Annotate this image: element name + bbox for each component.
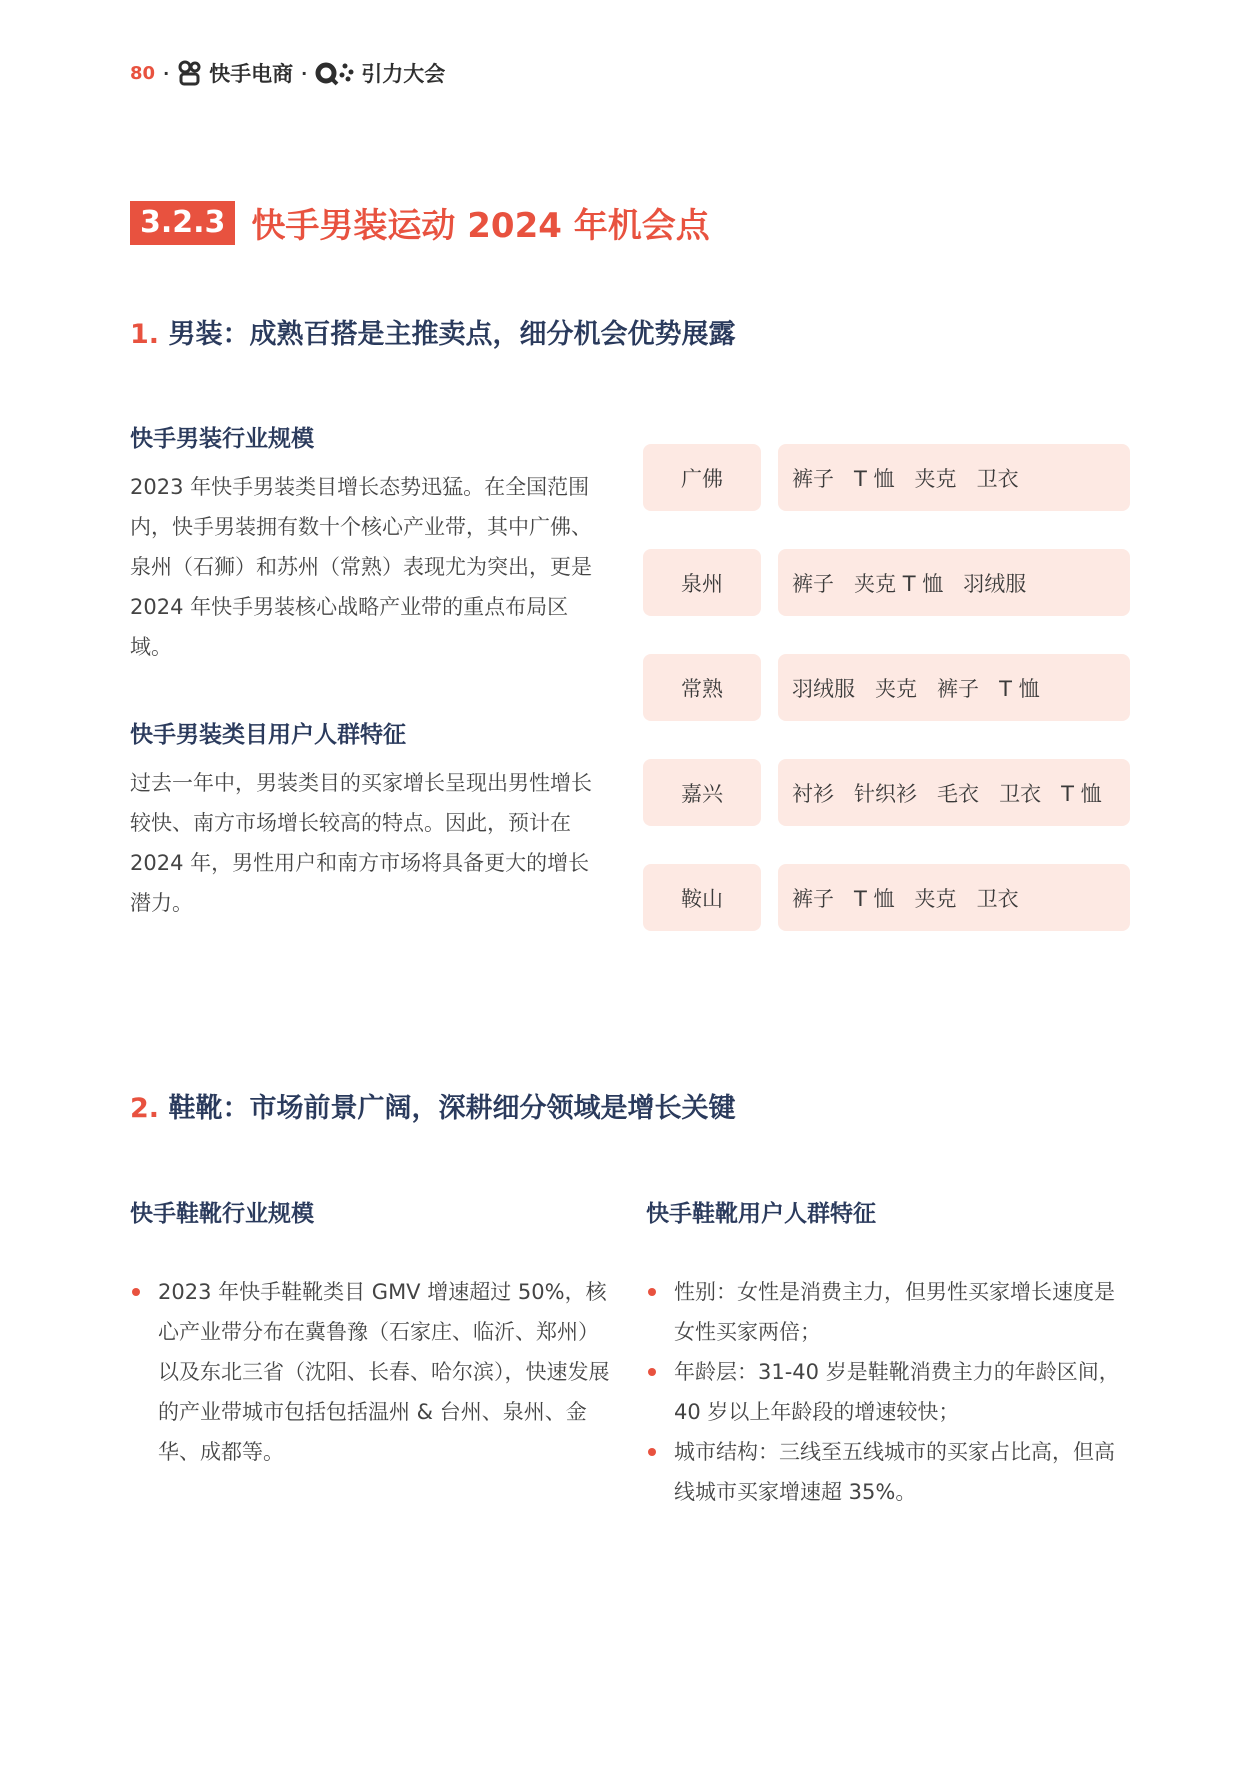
city-cell: 泉州 xyxy=(643,549,761,616)
city-cell: 鞍山 xyxy=(643,864,761,931)
footwear-scale-heading: 快手鞋靴行业规模 xyxy=(130,1201,314,1227)
part1-title: 男装：成熟百搭是主推卖点，细分机会优势展露 xyxy=(168,319,736,350)
category-cell: 裤子 夹克 T 恤 羽绒服 xyxy=(778,549,1130,616)
menswear-scale-text: 2023 年快手男装类目增长态势迅猛。在全国范围内，快手男装拥有数十个核心产业带，其中广佛、泉州（石狮）和苏州（常熟）表现尤为突出，更是 2024 年快手男装核心战略产业带的重点布局区域。 xyxy=(130,475,592,659)
list-item: 性别：女性是消费主力，但男性买家增长速度是女性买家两倍； xyxy=(646,1272,1130,1352)
part2-number: 2. xyxy=(130,1093,160,1124)
section-number: 3.2.3 xyxy=(130,201,235,245)
list-item: 城市结构：三线至五线城市的买家占比高，但高线城市买家增速超 35%。 xyxy=(646,1432,1130,1512)
part1-heading xyxy=(130,312,735,351)
brand2-label: 引力大会 xyxy=(361,62,446,86)
city-cell: 广佛 xyxy=(643,444,761,511)
separator-dot: · xyxy=(163,63,170,83)
table-row xyxy=(643,654,1130,721)
footwear-users-list xyxy=(646,1272,1130,1512)
menswear-users-text: 过去一年中，男装类目的买家增长呈现出男性增长较快、南方市场增长较高的特点。因此，预计在 2024 年，男性用户和南方市场将具备更大的增长潜力。 xyxy=(130,771,592,915)
section-heading xyxy=(130,198,710,247)
menswear-users-heading: 快手男装类目用户人群特征 xyxy=(130,722,406,748)
city-cell: 常熟 xyxy=(643,654,761,721)
section-title: 快手男装运动 2024 年机会点 xyxy=(251,206,710,246)
table-row xyxy=(643,444,1130,511)
table-row xyxy=(643,864,1130,931)
yinli-logo xyxy=(315,58,445,88)
category-cell: 衬衫 针织衫 毛衣 卫衣 T 恤 xyxy=(778,759,1130,826)
category-cell: 裤子 T 恤 夹克 卫衣 xyxy=(778,444,1130,511)
page-header xyxy=(130,58,445,88)
list-item: 年龄层：31-40 岁是鞋靴消费主力的年龄区间，40 岁以上年龄段的增速较快； xyxy=(646,1352,1130,1432)
yinli-logo-icon xyxy=(315,60,355,86)
city-cell: 嘉兴 xyxy=(643,759,761,826)
table-row xyxy=(643,759,1130,826)
category-cell: 裤子 T 恤 夹克 卫衣 xyxy=(778,864,1130,931)
brand1-label: 快手电商 xyxy=(209,62,294,86)
footwear-scale-list xyxy=(130,1272,610,1472)
category-cell: 羽绒服 夹克 裤子 T 恤 xyxy=(778,654,1130,721)
kuaishou-logo-icon xyxy=(177,60,203,86)
list-item: 2023 年快手鞋靴类目 GMV 增速超过 50%，核心产业带分布在冀鲁豫（石家庄、临沂、郑州）以及东北三省（沈阳、长春、哈尔滨），快速发展的产业带城市包括包括温州 & 台州、泉州、金华、成都等。 xyxy=(130,1272,610,1472)
table-row xyxy=(643,549,1130,616)
part1-number: 1. xyxy=(130,319,160,350)
page-number: 80 xyxy=(130,62,156,84)
kuaishou-ecommerce-logo xyxy=(177,58,293,88)
footwear-users-heading: 快手鞋靴用户人群特征 xyxy=(646,1201,876,1227)
menswear-scale-heading: 快手男装行业规模 xyxy=(130,426,314,452)
part2-heading xyxy=(130,1086,735,1125)
separator-dot: · xyxy=(301,63,308,83)
part2-title: 鞋靴：市场前景广阔，深耕细分领域是增长关键 xyxy=(168,1093,736,1124)
